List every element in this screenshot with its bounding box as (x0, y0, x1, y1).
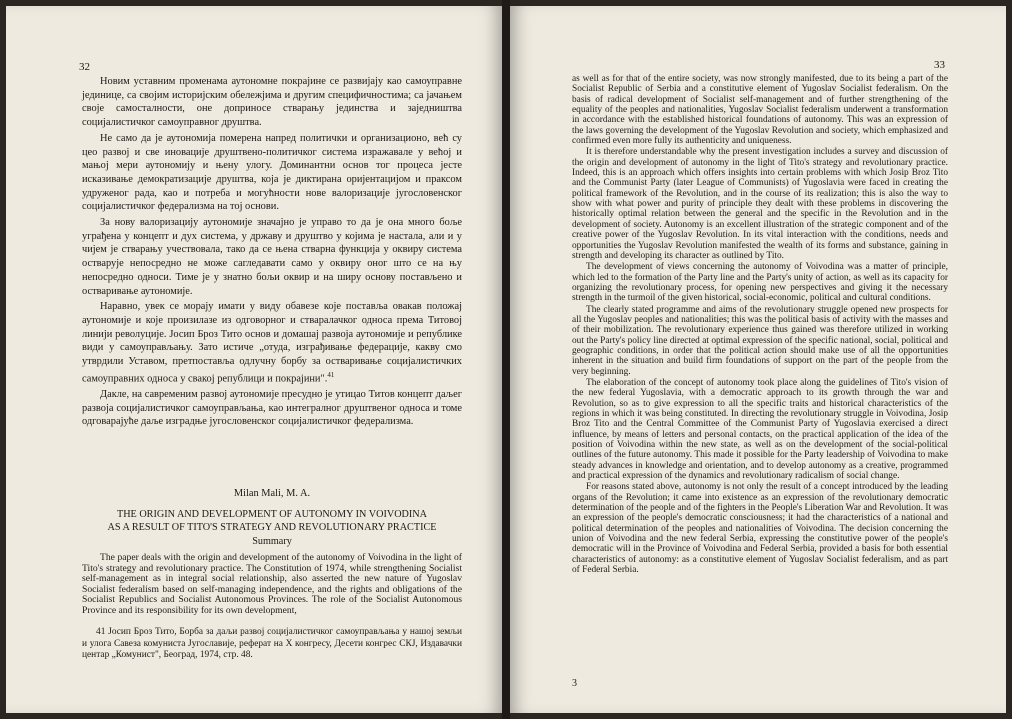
page-number: 33 (934, 59, 945, 71)
paragraph: as well as for that of the entire society, was now strongly manifested, due to its being a part of the Socialist Republic of Serbia and a constitutive element of Yugoslav Socialist federalism. On the basis of radical development of Socialist self-management and of further strengthening of the equality of the peoples and nationalities, Yugoslav Socialist federalism underwent a transformation in accordance with the established historical foundations of autonomy. This was an expression of the laws governing the development of the Yugoslav Revolution and society, which emphasized and confirmed even more fully its authenticity and uniqueness. (572, 74, 948, 147)
paragraph: It is therefore understandable why the present investigation includes a survey and discussion of the origin and development of autonomy in the light of Tito's strategy and revolutionary practice. Indeed, this is an approach which offers insights into certain problems with which Josip Broz Tito and the Communist Party (later League of Communists) of Yugoslavia were faced in creating the political framework of the Revolution, and in the course of its realization; this is also the way to show with what power and purity of principle they dealt with these problems in discovering the historically optimal relation between the general and the specific in the Revolution and in the development of society. Autonomy is an excellent illustration of the strategic component and of the creative power of the Yugoslav Revolution. In its vital interaction with the conditions, needs and opportunities the Yugoslav Revolution manifested the wealth of its forms and substance, gaining in strength and developing its character as outlined by Tito. (572, 147, 948, 261)
paragraph-text: Наравно, увек се морају имати у виду обавезе које поставља овакав положај аутономије и које произилазе из одговорног и стваралачког односа према Титовој линији револуције. Јосип Броз Тито основ и домашај развоја аутономије и републике види у самоуправљању. Зато истиче „отуда, изграђивање федерације, какву смо утврдили Уставом, претпоставља одлучну борбу за остваривање социјалистичких самоуправних односа у свакој републици и покрајини". (82, 301, 462, 385)
paragraph: Не само да је аутономија померена напред политички и организационо, већ су цео развој и све иновације друштвено-политичког система изражавале у већој и мањој мери аутономију и њену улогу. Доминантни основ тог процеса јесте исказивање демократизације друштва, која је диктирана оријентацијом и праксом удруженог рада, као и потреба и могућности нове валоризације југословенског социјалистичког федерализма на тој основи. (82, 132, 462, 213)
summary-title-line: THE ORIGIN AND DEVELOPMENT OF AUTONOMY IN VOIVODINA (116, 509, 428, 520)
paragraph: The paper deals with the origin and development of the autonomy of Voivodina in the light of Tito's strategy and revolutionary practice. The Constitution of 1974, while strengthening Socialist self-management as in integral social relationship, also asserted the new nature of Yugoslav Socialist federalism based on self-managing independence, and the rights and obligations of the Socialist Republics and Socialist Autonomous Provinces. The role of the Socialist Autonomous Province and its responsibility for its own development, (82, 552, 462, 616)
paragraph: For reasons stated above, autonomy is not only the result of a concept introduced by the leading organs of the Revolution; it came into existence as an expression of the revolutionary democratic determination of the people and of the fighters in the People's Liberation War and Revolution. It was an expression of the people's democratic consciousness; it had the characteristics of a national and political determination of the peoples and nationalities of Voivodina. The decision concerning the union of Voivodina and the new federal Serbia, expressing the constitutive power of the people's democratic will in the Province of Voivodina and Federal Serbia, provided a basis for both essential characteristics of autonomy: as a constitutive element of Yugoslav Socialist federalism, and as part of Federal Serbia. (572, 482, 948, 576)
summary-heading: Summary (252, 536, 292, 547)
book-gutter (502, 0, 510, 719)
body-text (572, 74, 948, 577)
footnote: 41 Јосип Броз Тито, Борба за даљи развој социјалистичког самоуправљања у нашој земљи и улога Савеза комуниста Југославије, реферат на X конгресу, Десети конгрес СКЈ, Издавачки центар „Комунист", Београд, 1974, стр. 48. (82, 627, 462, 660)
body-text (82, 75, 462, 431)
paragraph: The development of views concerning the autonomy of Voivodina was a matter of principle, which led to the formation of the Party line and the Party's unity of action, as well as its capacity for organizing the revolutionary process, for opening new perspectives and giving it the necessary strength in the turmoil of the given historical, social-economic, political and cultural conditions. (572, 262, 948, 304)
right-page (510, 6, 1006, 713)
footnote-marker: 41 (327, 370, 335, 379)
summary-title (82, 508, 462, 534)
summary-text (82, 553, 462, 617)
left-page (6, 6, 502, 713)
bottom-page-number: 3 (572, 678, 577, 689)
paragraph: За нову валоризацију аутономије значајно је управо то да је она много боље уграђена у концепт и дух система, у државу и друштво у којима је настала, али и у чијем је стварању учествовала, тако да се њена стварна функција у оквиру система остварује непосредно не може сагледавати само у оквиру оног што се на њу непосредно односи. Тиме је у знатно бољи оквир и на ширу основу постављено и остваривање аутономије. (82, 217, 462, 297)
page-number: 32 (79, 61, 90, 73)
summary-title-line: AS A RESULT OF TITO'S STRATEGY AND REVOLUTIONARY PRACTICE (107, 522, 437, 533)
paragraph (82, 300, 462, 386)
paragraph: The elaboration of the concept of autonomy took place along the guidelines of Tito's vision of the new federal Yugoslavia, with a democratic approach to its growth through the war and Revolution, so as to give expression to all the specific traits and historical characteristics of the regions in which it was being constituted. In directing the revolutionary struggle in Voivodina, Josip Broz Tito and the Central Committee of the Communist Party of Yugoslavia exercised a direct influence, by means of letters and personal contacts, on the practical application of the idea of the position of Voivodina within the new state, as well as on the development of the social-political outlines of the future autonomy. This made it possible for the Party leadership of Voivodina to make steady advances in knowledge and orientation, and to develop autonomy as a creative, programmed and practical expression of the dynamics and revolutionary radicalism of social change. (572, 377, 948, 482)
paragraph: The clearly stated programme and aims of the revolutionary struggle opened new prospects for all the Yugoslav peoples and nationalities; this was the political basis of activity with the masses and of their mobilization. The revolutionary experience thus gained was therefore utilized in working out the Party's policy line directed at optimal expression of the specific national, social, political and geographic conditions, in order that the political action should make use of all the opportunities inherent in the situation and build firm foundations of support on the part of the people from the very beginning. (572, 304, 948, 377)
book-spread (6, 0, 1006, 719)
paragraph: Новим уставним променама аутономне покрајине се развијају као самоуправне јединице, са својим историјским обележјима и другим специфичностима; са јачањем своје самосталности, оне доприносе стварању јединства и заједништва социјалистичког самоуправног друштва. (82, 76, 462, 129)
paragraph: Дакле, на савременим развој аутономије пресудно је утицао Титов концепт даљег развоја социјалистичког самоуправљања, као интегралног друштвеног односа и томе одговарајуће даље изградње југословенског социјалистичког федерализма. (82, 388, 462, 428)
author-name: Milan Mali, M. A. (233, 488, 311, 499)
